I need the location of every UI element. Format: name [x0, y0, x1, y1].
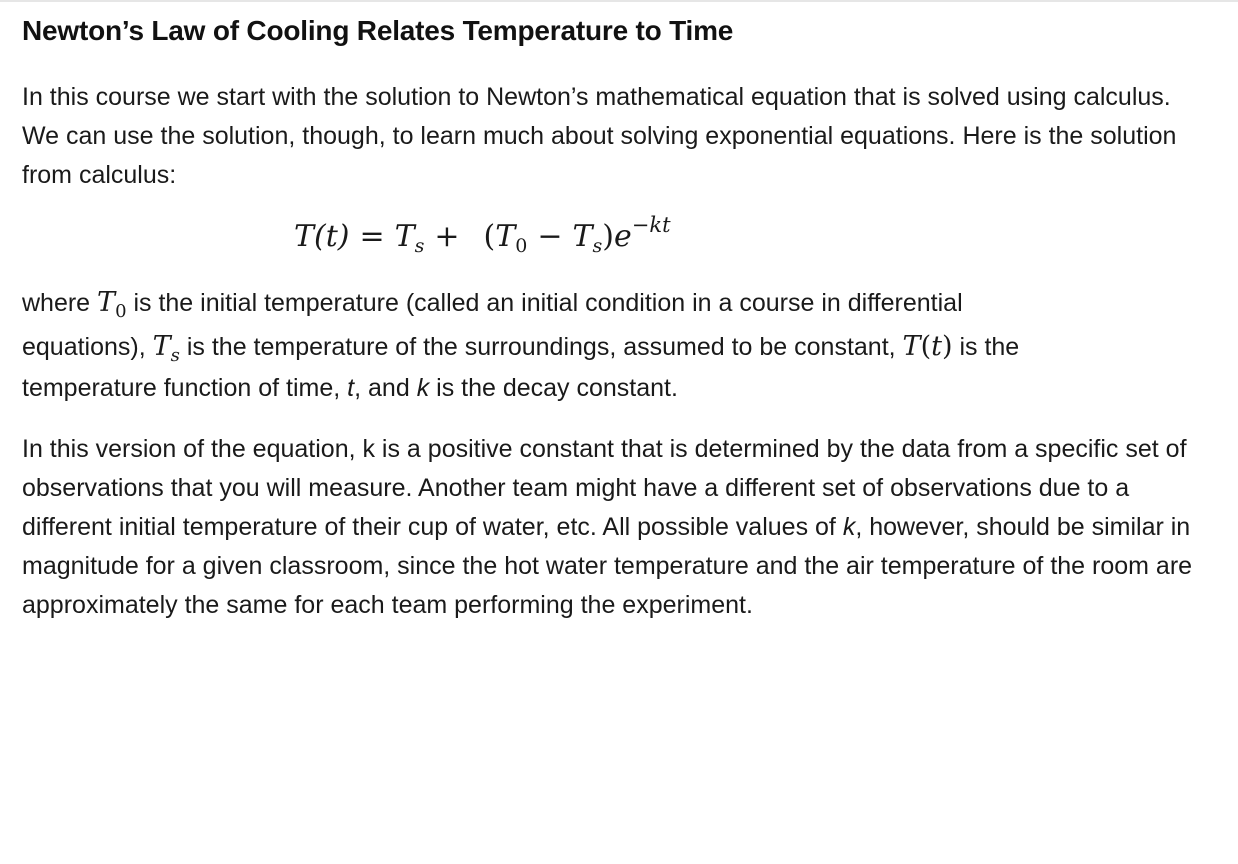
definitions-where: where	[22, 289, 98, 317]
definitions-text-2a: equations),	[22, 333, 153, 361]
symbol-tt-T: T	[902, 331, 921, 362]
formula-ts: T	[394, 219, 415, 254]
symbol-ts	[152, 331, 180, 366]
explanation-variable-k: k	[842, 513, 856, 541]
explanation-text-1: In this version of the equation, k is a positive constant that is determined by the data from a specific set of observations that you will measure. Another team might have a different set of observations due to a different initial temperature of their cup of water, etc. All possible values of	[22, 435, 1187, 541]
symbol-tt-open: (	[920, 331, 932, 362]
symbol-tt-t: t	[931, 331, 942, 362]
symbol-ts-base: T	[152, 331, 171, 362]
definitions-line-2	[22, 325, 1212, 369]
variable-k: k	[416, 374, 430, 402]
formula-close-paren: )	[602, 219, 615, 254]
cooling-formula	[294, 213, 671, 257]
definitions-text-2b: is the temperature of the surroundings, assumed to be constant,	[179, 333, 903, 361]
formula-t0-sub: 0	[515, 235, 528, 257]
page-title: Newton’s Law of Cooling Relates Temperature to Time	[22, 15, 734, 46]
formula-ts-sub: s	[414, 235, 425, 257]
formula-ts2: T	[572, 219, 593, 254]
symbol-t0-sub: 0	[115, 301, 127, 322]
definitions-line-3	[22, 374, 678, 402]
definitions-text-2c: is the	[952, 333, 1020, 361]
definitions-text-3c: is the decay constant.	[429, 374, 678, 402]
definitions-text-1: is the initial temperature (called an initial condition in a course in differential	[126, 289, 963, 317]
symbol-t0-base: T	[97, 287, 116, 318]
symbol-temperature-function	[903, 331, 953, 362]
definitions-text-3a: temperature function of time,	[22, 374, 348, 402]
formula-equals: =	[359, 219, 385, 254]
definitions-line-1	[22, 281, 1212, 325]
definitions-paragraph	[22, 281, 1212, 408]
formula-lhs: T(t)	[294, 219, 350, 254]
intro-paragraph: In this course we start with the solution to Newton’s mathematical equation that is solved using calculus. We can use the solution, though, to learn much about solving exponential equations. Here is the solution from calculus:	[22, 83, 1177, 189]
explanation-paragraph	[22, 430, 1212, 625]
variable-t: t	[347, 374, 355, 402]
symbol-t0	[97, 287, 127, 322]
formula-ts2-sub: s	[592, 235, 603, 257]
formula-open-paren: (	[483, 219, 496, 254]
formula-plus: +	[434, 219, 460, 254]
formula-t0: T	[495, 219, 516, 254]
explanation-text-2: , however, should be similar in magnitude for a given classroom, since the hot water temperature and the air temperature of the room are approximately the same for each team performing the experiment.	[22, 513, 1193, 619]
formula-minus: −	[537, 219, 563, 254]
document-page	[22, 14, 1212, 625]
symbol-tt-close: )	[941, 331, 953, 362]
formula-block	[22, 211, 1212, 267]
symbol-ts-sub: s	[170, 345, 180, 366]
definitions-text-3b: , and	[354, 374, 417, 402]
top-border	[0, 0, 1238, 2]
formula-exp-base: e	[614, 219, 632, 254]
formula-exponent: −kt	[631, 213, 671, 237]
